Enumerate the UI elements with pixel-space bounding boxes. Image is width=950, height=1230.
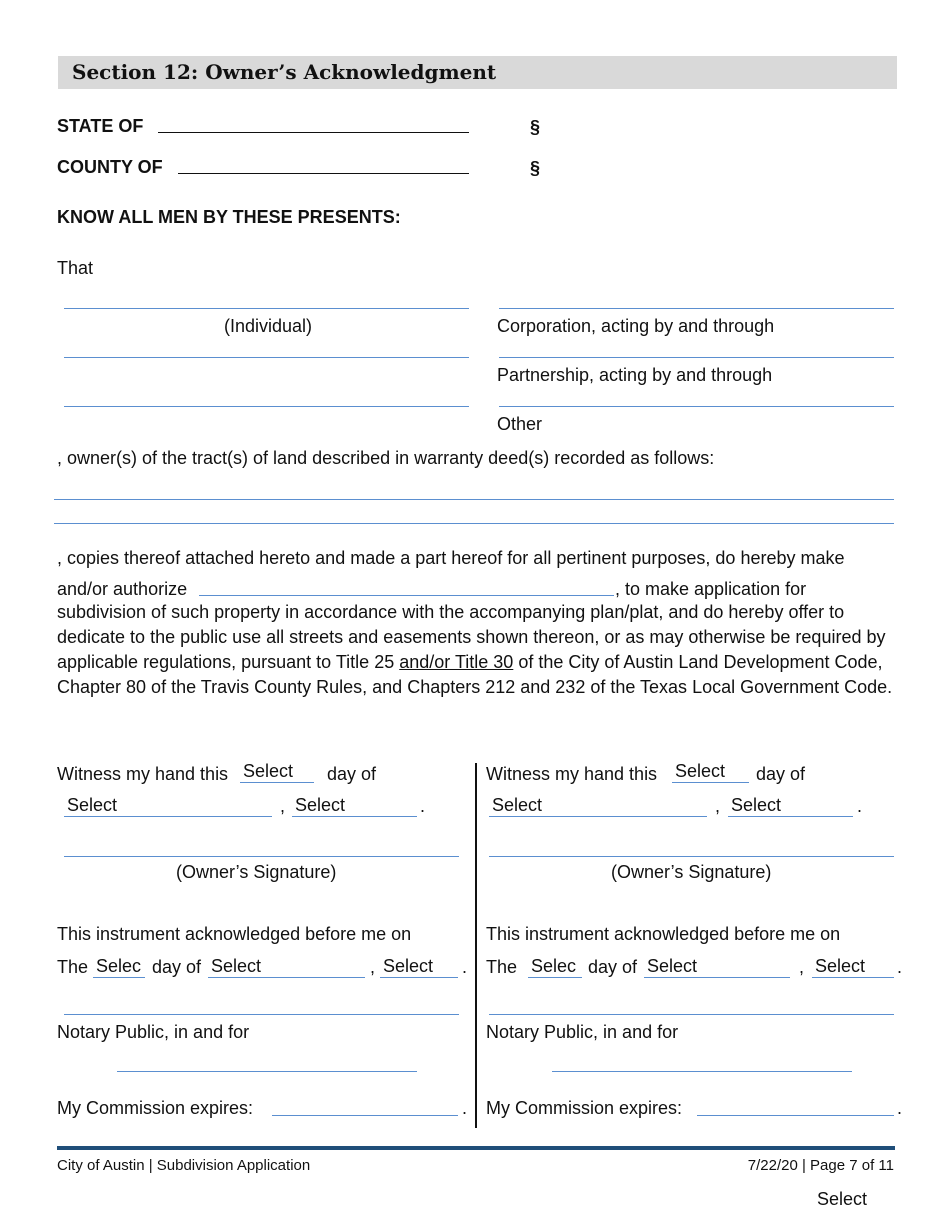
notary-signature-field-right[interactable] <box>489 1014 894 1015</box>
deed-record-field-1[interactable] <box>54 499 894 500</box>
period-right-2: . <box>897 957 903 977</box>
period-right-1: . <box>857 796 863 816</box>
witness-day-select-right[interactable]: Select <box>672 760 749 783</box>
corporation-agent-field[interactable] <box>64 357 469 358</box>
individual-label: (Individual) <box>224 316 313 336</box>
notary-day-of-right: day of <box>588 957 638 977</box>
notary-day-select-left[interactable]: Selec <box>93 955 145 978</box>
other-label: Other <box>497 414 543 434</box>
day-of-left: day of <box>327 764 377 784</box>
county-of-label: COUNTY OF <box>57 157 163 177</box>
partnership-label: Partnership, acting by and through <box>497 365 773 385</box>
notary-day-of-left: day of <box>152 957 202 977</box>
corporation-name-field[interactable] <box>499 308 894 309</box>
copies-clause: , copies thereof attached hereto and made a part hereof for all pertinent purposes, do hereby make <box>57 548 845 568</box>
authorize-prefix: and/or authorize <box>57 579 188 599</box>
footer-left: City of Austin | Subdivision Application <box>57 1157 311 1174</box>
partnership-name-field[interactable] <box>499 357 894 358</box>
comma-left-1: , <box>280 796 286 816</box>
state-of-label: STATE OF <box>57 116 144 136</box>
notary-day-select-right[interactable]: Selec <box>528 955 582 978</box>
footer-rule <box>57 1146 895 1150</box>
commission-date-field-left[interactable] <box>272 1115 458 1116</box>
witness-prefix-right: Witness my hand this <box>486 764 658 784</box>
notary-signature-field-left[interactable] <box>64 1014 459 1015</box>
period-left-1: . <box>420 796 426 816</box>
witness-day-select-left[interactable]: Select <box>240 760 314 783</box>
notary-county-field-left[interactable] <box>117 1071 417 1072</box>
witness-month-select-left[interactable]: Select <box>64 794 272 817</box>
notary-county-field-right[interactable] <box>552 1071 852 1072</box>
notary-label-left: Notary Public, in and for <box>57 1022 250 1042</box>
partnership-agent-field[interactable] <box>64 406 469 407</box>
day-of-right: day of <box>756 764 806 784</box>
comma-right-1: , <box>715 796 721 816</box>
witness-prefix-left: Witness my hand this <box>57 764 229 784</box>
authorized-agent-field[interactable] <box>199 595 614 596</box>
corporation-label: Corporation, acting by and through <box>497 316 775 336</box>
owner-clause: , owner(s) of the tract(s) of land described in warranty deed(s) recorded as follows: <box>57 448 715 468</box>
dedication-paragraph <box>57 600 899 700</box>
individual-name-field[interactable] <box>64 308 469 309</box>
owner-signature-field-right[interactable] <box>489 856 894 857</box>
column-divider <box>475 763 477 1128</box>
other-owner-field[interactable] <box>499 406 894 407</box>
footer-page-info: 7/22/20 | Page 7 of 11 <box>747 1157 894 1174</box>
owner-signature-label-right: (Owner’s Signature) <box>611 862 772 882</box>
comma-right-2: , <box>799 957 805 977</box>
dedication-text-a: subdivision of such property in accordance with the accompanying plan/plat, and do hereby offer to dedicate to the public use all streets and easements shown thereon, or as may otherwise be required by applicable regulations, pursuant to Title 25 <box>57 602 886 672</box>
commission-date-field-right[interactable] <box>697 1115 894 1116</box>
dedication-text-b: of the City of Austin Land Development Code, Chapter 80 of the Travis County Rules, and Chapters 212 and 232 of the Texas Local Government Code. <box>57 652 893 697</box>
notary-month-select-left[interactable]: Select <box>208 955 365 978</box>
owner-signature-field-left[interactable] <box>64 856 459 857</box>
commission-label-right: My Commission expires: <box>486 1098 683 1118</box>
notary-year-select-right[interactable]: Select <box>812 955 894 978</box>
section-symbol-county: § <box>530 158 541 178</box>
period-right-3: . <box>897 1098 903 1118</box>
acknowledged-right: This instrument acknowledged before me on <box>486 924 841 944</box>
footer-select-dropdown[interactable]: Select <box>817 1189 868 1209</box>
county-of-line[interactable] <box>178 173 469 174</box>
witness-year-select-left[interactable]: Select <box>292 794 417 817</box>
owner-signature-label-left: (Owner’s Signature) <box>176 862 337 882</box>
know-all-heading: KNOW ALL MEN BY THESE PRESENTS: <box>57 207 401 227</box>
section-header-bar <box>58 56 897 89</box>
authorize-suffix: , to make application for <box>615 579 807 599</box>
comma-left-2: , <box>370 957 376 977</box>
acknowledged-left: This instrument acknowledged before me on <box>57 924 412 944</box>
notary-label-right: Notary Public, in and for <box>486 1022 679 1042</box>
the-left: The <box>57 957 89 977</box>
section-symbol-state: § <box>530 117 541 137</box>
the-right: The <box>486 957 518 977</box>
deed-record-field-2[interactable] <box>54 523 894 524</box>
title-30-underlined: and/or Title 30 <box>399 652 514 672</box>
state-of-line[interactable] <box>158 132 469 133</box>
witness-year-select-right[interactable]: Select <box>728 794 853 817</box>
commission-label-left: My Commission expires: <box>57 1098 254 1118</box>
period-left-2: . <box>462 957 468 977</box>
section-title: Section 12: Owner’s Acknowledgment <box>72 60 497 84</box>
notary-year-select-left[interactable]: Select <box>380 955 458 978</box>
notary-month-select-right[interactable]: Select <box>644 955 790 978</box>
period-left-3: . <box>462 1098 468 1118</box>
that-label: That <box>57 258 94 278</box>
witness-month-select-right[interactable]: Select <box>489 794 707 817</box>
